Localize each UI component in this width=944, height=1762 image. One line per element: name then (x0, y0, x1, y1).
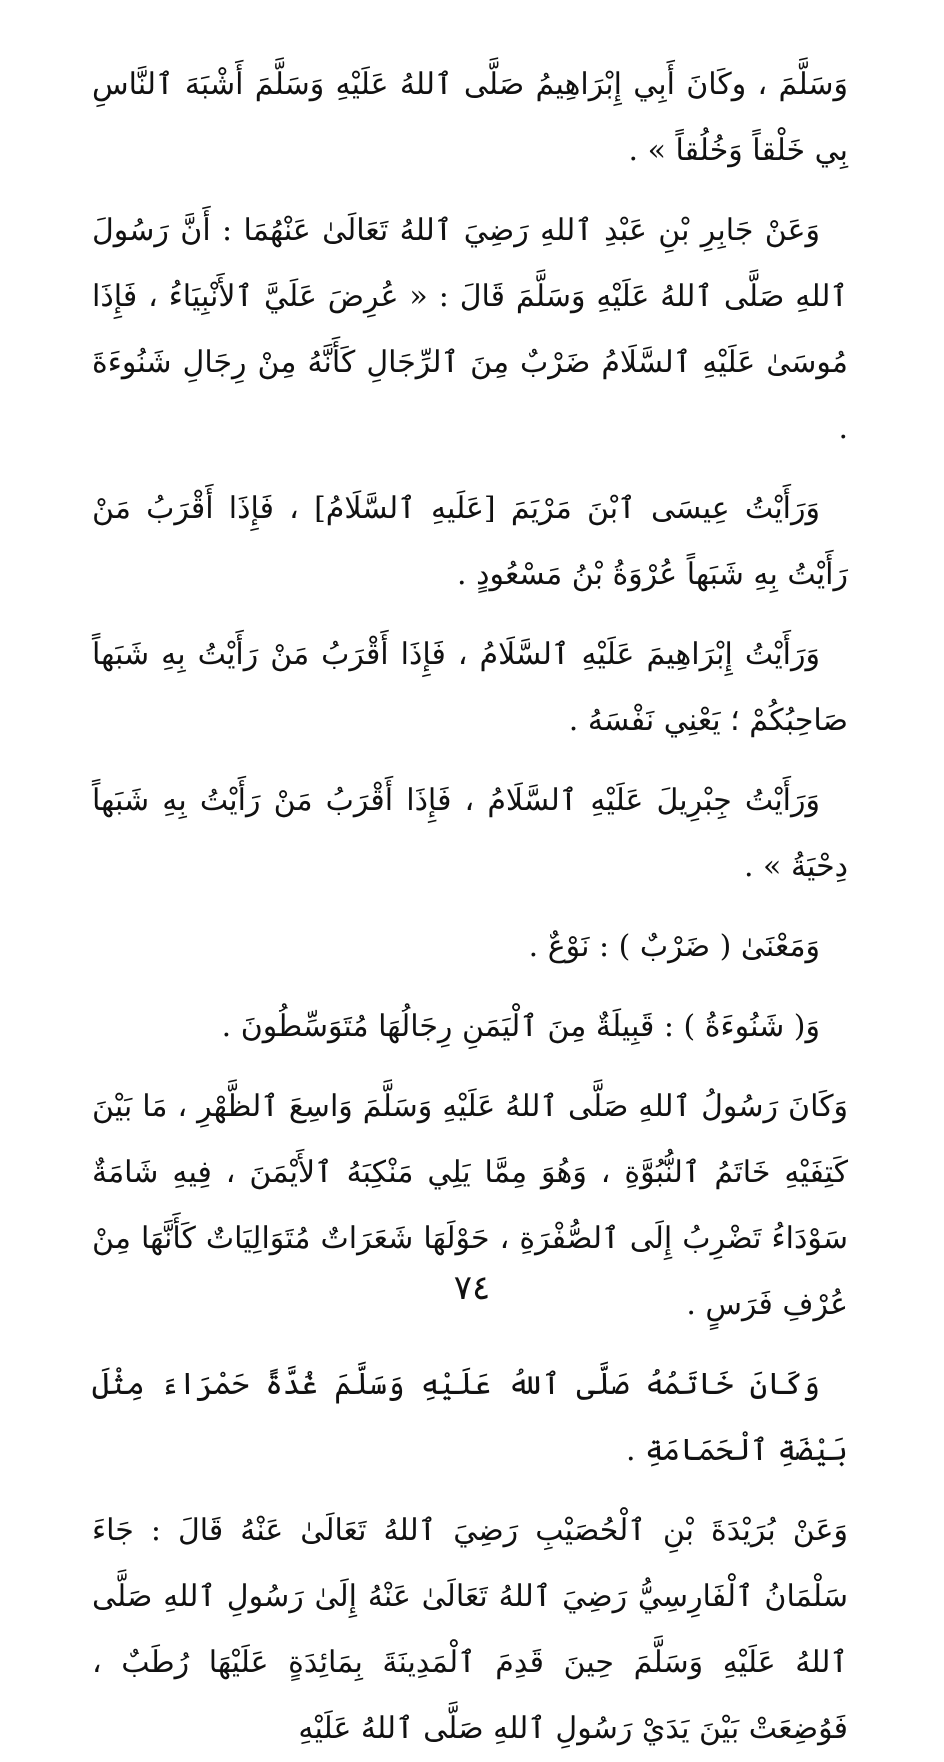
page-number: ٧٤ (453, 1268, 491, 1308)
paragraph-meaning-shanuah: وَ( شَنُوءَةُ ) : قَبِيلَةٌ مِنَ ٱلْيَمَنِ رِجَالُهَا مُتَوَسِّطُونَ . (221, 1009, 820, 1044)
paragraph-continuation: وَسَلَّمَ ، وكَانَ أَبِي إِبْرَاهِيمُ صَلَّى ٱللهُ عَلَيْهِ وَسَلَّمَ أَشْبَهَ ٱلنَّاسِ بِي خَلْقاً وَخُلُقاً » . (92, 67, 848, 168)
paragraph-isa: وَرَأَيْتُ عِيسَى ٱبْنَ مَرْيَمَ [عَلَيهِ ٱلسَّلَامُ] ، فَإِذَا أَقْرَبُ مَنْ رَأَيْتُ بِهِ شَبَهاً عُرْوَةُ بْنُ مَسْعُودٍ . (92, 491, 848, 592)
paragraph-seal-description: وَكَانَ خَاتَمُهُ صَلَّى ٱللهُ عَلَيْهِ وَسَلَّمَ غُدَّةً حَمْرَاءَ مِثْلَ بَيْضَةِ ٱلْحَمَامَةِ . (92, 1367, 848, 1468)
paragraph-seal-of-prophethood: وَكَانَ رَسُولُ ٱللهِ صَلَّى ٱللهُ عَلَيْهِ وَسَلَّمَ وَاسِعَ ٱلظَّهْرِ ، مَا بَيْنَ كَتِفَيْهِ خَاتَمُ ٱلنُّبُوَّةِ ، وَهُوَ مِمَّا يَلِي مَنْكِبَهُ ٱلأَيْمَنَ ، فِيهِ شَامَةٌ سَوْدَاءُ تَضْرِبُ إِلَى ٱلصُّفْرَةِ ، حَوْلَهَا شَعَرَاتٌ مُتَوَالِيَاتٌ كَأَنَّهَا مِنْ عُرْفِ فَرَسٍ . (92, 1089, 848, 1322)
paragraph-jibril: وَرَأَيْتُ جِبْرِيلَ عَلَيْهِ ٱلسَّلَامُ ، فَإِذَا أَقْرَبُ مَنْ رَأَيْتُ بِهِ شَبَهاً دِحْيَةُ » . (92, 783, 848, 884)
paragraph-jabir-hadith: وَعَنْ جَابِرِ بْنِ عَبْدِ ٱللهِ رَضِيَ ٱللهُ تَعَالَىٰ عَنْهُمَا : أَنَّ رَسُولَ ٱللهِ صَلَّى ٱللهُ عَلَيْهِ وَسَلَّمَ قَالَ : « عُرِضَ عَلَيَّ ٱلأَنْبِيَاءُ ، فَإِذَا مُوسَىٰ عَلَيْهِ ٱلسَّلَامُ ضَرْبٌ مِنَ ٱلرِّجَالِ كَأَنَّهُ مِنْ رِجَالِ شَنُوءَةَ . (92, 213, 848, 446)
paragraph-buraydah-hadith: وَعَنْ بُرَيْدَةَ بْنِ ٱلْحُصَيْبِ رَضِيَ ٱللهُ تَعَالَىٰ عَنْهُ قَالَ : جَاءَ سَلْمَانُ ٱلْفَارِسِيُّ رَضِيَ ٱللهُ تَعَالَىٰ عَنْهُ إِلَىٰ رَسُولِ ٱللهِ صَلَّى ٱللهُ عَلَيْهِ وَسَلَّمَ حِينَ قَدِمَ ٱلْمَدِينَةَ بِمَائِدَةٍ عَلَيْهَا رُطَبٌ ، فَوُضِعَتْ بَيْنَ يَدَيْ رَسُولِ ٱللهِ صَلَّى ٱللهُ عَلَيْهِ (92, 1513, 848, 1746)
paragraph-meaning-darb: وَمَعْنَىٰ ( ضَرْبٌ ) : نَوْعٌ . (528, 929, 820, 964)
paragraph-ibrahim: وَرَأَيْتُ إِبْرَاهِيمَ عَلَيْهِ ٱلسَّلَامُ ، فَإِذَا أَقْرَبُ مَنْ رَأَيْتُ بِهِ شَبَهاً صَاحِبُكُمْ ؛ يَعْنِي نَفْسَهُ . (92, 637, 848, 738)
